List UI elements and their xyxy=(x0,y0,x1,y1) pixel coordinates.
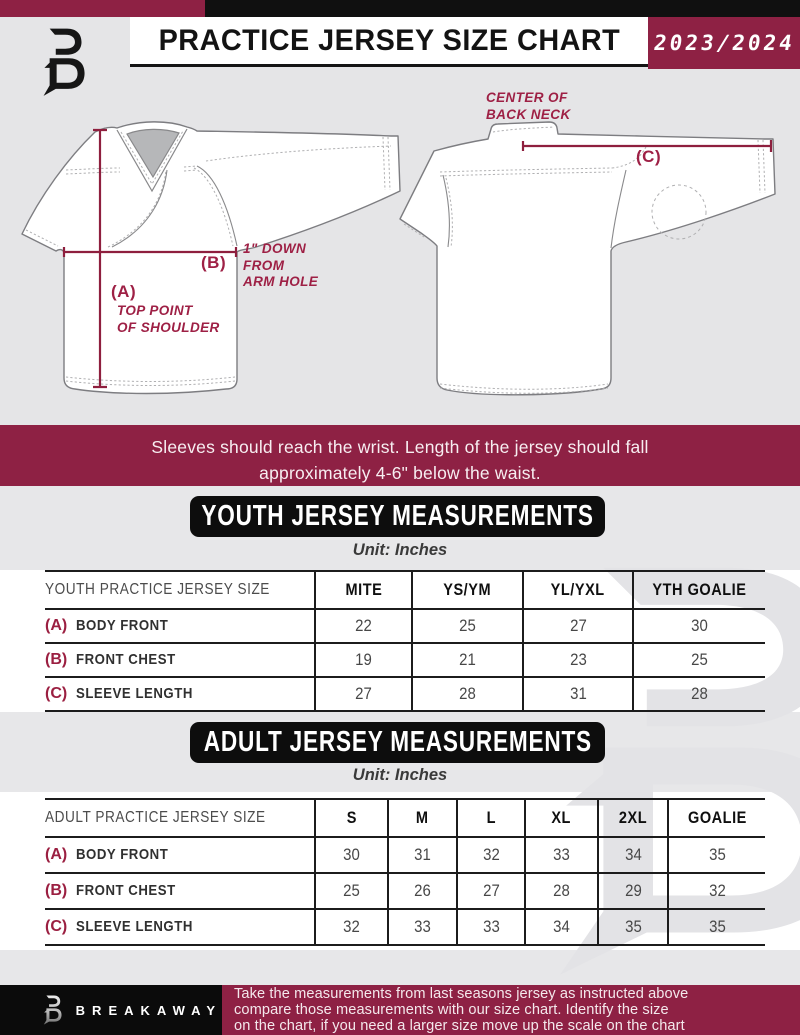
footer-line-1: Take the measurements from last seasons jersey as instructed above xyxy=(234,986,689,1002)
adult-col-m: M xyxy=(388,799,457,837)
youth-col-goalie: YTH GOALIE xyxy=(633,571,765,609)
fit-note-line-2: approximately 4-6" below the waist. xyxy=(259,463,541,483)
brand-name: BREAKAWAY xyxy=(75,1002,222,1018)
table-row: (C) SLEEVE LENGTH 27 28 31 28 xyxy=(45,677,765,711)
adult-col-label: ADULT PRACTICE JERSEY SIZE xyxy=(45,799,315,837)
footer-brand-box xyxy=(0,985,222,1035)
youth-col-ylyxl: YL/YXL xyxy=(523,571,633,609)
youth-unit-label: Unit: Inches xyxy=(352,541,448,559)
adult-col-2xl: 2XL xyxy=(598,799,668,837)
table-row: (B) FRONT CHEST 25 26 27 28 29 32 xyxy=(45,873,765,909)
top-strip-maroon xyxy=(0,0,205,17)
fit-note-banner xyxy=(0,425,800,486)
youth-size-table xyxy=(45,570,765,712)
table-row: (A) BODY FRONT 30 31 32 33 34 35 xyxy=(45,837,765,873)
adult-col-xl: XL xyxy=(525,799,598,837)
breakaway-footer-logo xyxy=(40,988,63,1032)
table-row: (A) BODY FRONT 22 25 27 30 xyxy=(45,609,765,643)
page-title: PRACTICE JERSEY SIZE CHART xyxy=(158,23,620,57)
fit-note-line-1: Sleeves should reach the wrist. Length of the jersey should fall xyxy=(151,437,649,457)
table-row: (C) SLEEVE LENGTH 32 33 33 34 35 35 xyxy=(45,909,765,945)
label-c: (C) xyxy=(636,147,662,166)
youth-col-ysym: YS/YM xyxy=(412,571,523,609)
jersey-diagrams xyxy=(0,60,800,430)
arm-hole-caption: 1" DOWN FROM ARM HOLE xyxy=(243,241,319,289)
adult-unit-label: Unit: Inches xyxy=(352,766,448,784)
back-jersey-diagram xyxy=(400,122,775,395)
season-box xyxy=(648,17,800,69)
adult-section-header: ADULT JERSEY MEASUREMENTS xyxy=(190,722,605,763)
footer-line-3: on the chart, if you need a larger size move up the scale on the chart xyxy=(234,1017,685,1034)
top-point-caption: TOP POINT OF SHOULDER xyxy=(117,303,220,335)
adult-col-l: L xyxy=(457,799,525,837)
adult-col-s: S xyxy=(315,799,388,837)
youth-header-row xyxy=(45,571,765,609)
label-b: (B) xyxy=(201,253,227,272)
adult-size-table xyxy=(45,798,765,946)
page-title-box xyxy=(130,17,648,67)
season-label: 2023/2024 xyxy=(651,31,797,55)
footer-line-2: compare those measurements with our size chart. Identify the size xyxy=(234,1001,669,1018)
table-row: (B) FRONT CHEST 19 21 23 25 xyxy=(45,643,765,677)
adult-header-row xyxy=(45,799,765,837)
top-strip-black xyxy=(205,0,800,17)
label-a: (A) xyxy=(111,282,137,301)
center-back-neck-caption: CENTER OF BACK NECK xyxy=(486,90,571,122)
youth-col-label: YOUTH PRACTICE JERSEY SIZE xyxy=(45,571,315,609)
footer-instructions xyxy=(222,985,800,1035)
adult-col-goalie: GOALIE xyxy=(668,799,765,837)
youth-section-header: YOUTH JERSEY MEASUREMENTS xyxy=(190,496,605,537)
youth-col-mite: MITE xyxy=(315,571,412,609)
breakaway-logo xyxy=(28,26,94,98)
